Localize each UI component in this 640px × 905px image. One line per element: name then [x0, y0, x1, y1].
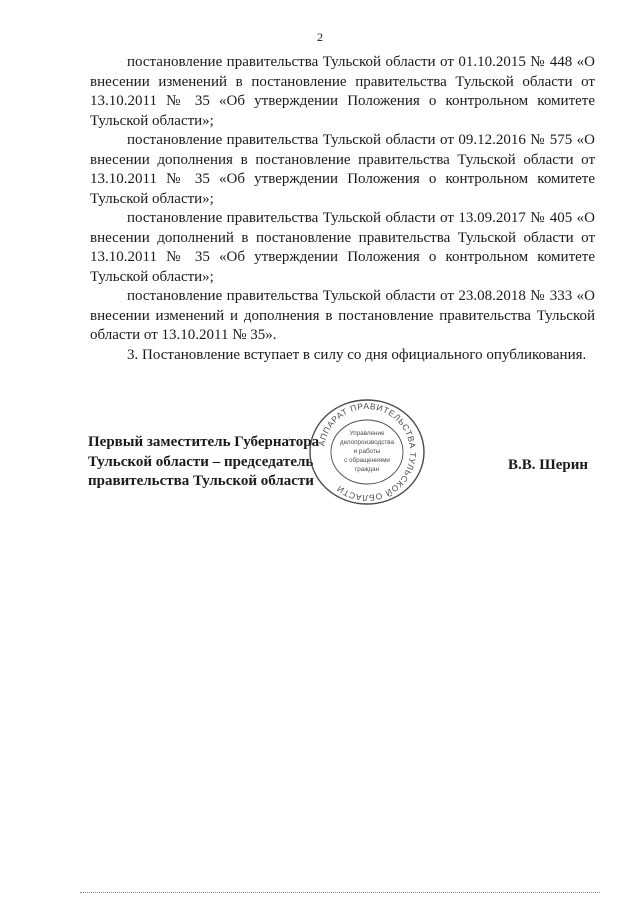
seal-center-line-3: и работы: [353, 448, 381, 455]
document-body: [90, 53, 595, 365]
paragraph-5: 3. Постановление вступает в силу со дня официального опубликования.: [127, 346, 587, 363]
paragraph-4: постановление правительства Тульской области от 23.08.2018 № 333 «О внесении изменений и дополнения в постановление правительства Тульской области от 13.10.2011 № 35».: [90, 288, 595, 343]
signer-title-line-1: Первый заместитель Губернатора: [88, 434, 320, 450]
official-seal: [307, 397, 427, 507]
seal-ring-text: АППАРАТ ПРАВИТЕЛЬСТВА ТУЛЬСКОЙ ОБЛАСТИ: [316, 400, 419, 504]
signer-title-line-2: Тульской области – председатель: [88, 453, 314, 470]
seal-center-line-4: с обращениями: [344, 457, 390, 464]
signer-title-line-3: правительства Тульской области: [88, 473, 314, 489]
signer-name: В.В. Шерин: [507, 457, 588, 473]
seal-center-line-1: Управление: [349, 430, 385, 437]
seal-center-line-5: граждан: [354, 466, 380, 473]
seal-center-line-2: делопроизводства: [339, 439, 395, 446]
paragraph-3: постановление правительства Тульской области от 13.09.2017 № 405 «О внесении дополнений в постановление правительства Тульской области от 13.10.2011 № 35 «Об утверждении Положения о контрольном комитете Тульской области»;: [90, 210, 595, 285]
scan-artifact-line: [80, 888, 600, 893]
page-number: 2: [317, 30, 323, 44]
paragraph-1: постановление правительства Тульской области от 01.10.2015 № 448 «О внесении изменений в постановление правительства Тульской области от 13.10.2011 № 35 «Об утверждении Положения о контрольном комитете Тульской области»;: [90, 54, 595, 129]
paragraph-2: постановление правительства Тульской области от 09.12.2016 № 575 «О внесении дополнения в постановление правительства Тульской области от 13.10.2011 № 35 «Об утверждении Положения о контрольном комитете Тульской области»;: [90, 132, 595, 207]
